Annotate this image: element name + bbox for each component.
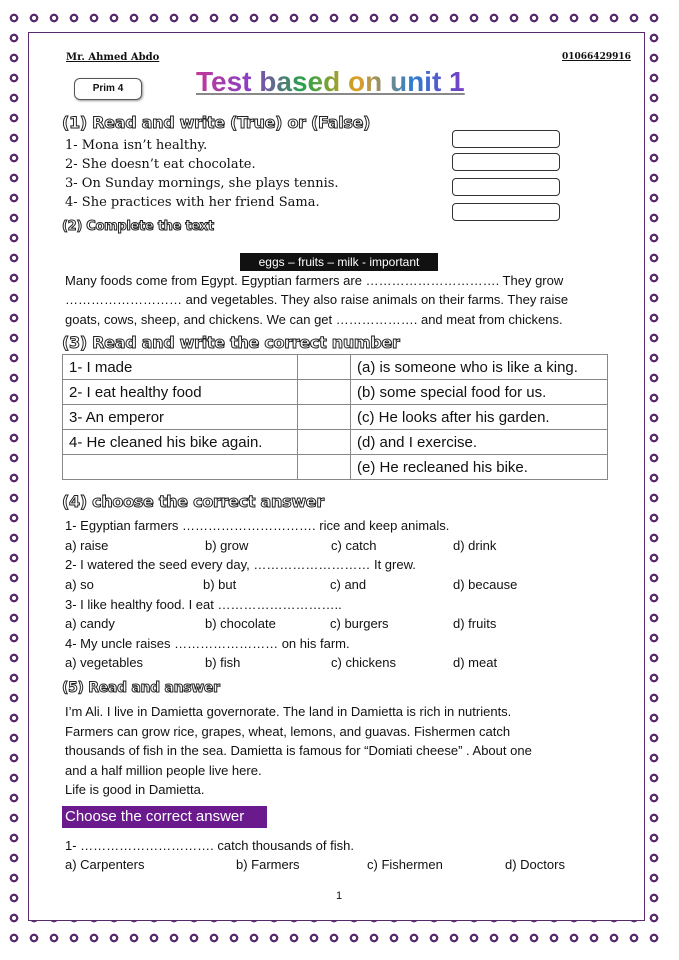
table-row (63, 455, 608, 480)
left-cell: 1- I made (63, 355, 298, 380)
option[interactable]: d) because (453, 577, 518, 592)
left-cell: 2- I eat healthy food (63, 380, 298, 405)
q4-question: 1- Egyptian farmers …………………………. rice and keep animals. (65, 518, 450, 533)
q1-item: 2- She doesn’t eat chocolate. (65, 157, 256, 172)
right-cell: (e) He recleaned his bike. (351, 455, 608, 480)
option[interactable]: b) grow (205, 538, 249, 553)
option[interactable]: b) but (203, 577, 237, 592)
q2-line: goats, cows, sheep, and chickens. We can get ………………. and meat from chickens. (65, 312, 563, 327)
choose-label: Choose the correct answer (62, 806, 267, 828)
table-row (63, 430, 608, 455)
matching-table (62, 354, 608, 480)
q3-heading: (3) Read and write the correct number (62, 333, 400, 352)
option[interactable]: d) fruits (453, 616, 497, 631)
answer-box-1[interactable] (452, 130, 560, 148)
option[interactable]: c) burgers (330, 616, 389, 631)
page-number: 1 (336, 890, 343, 902)
left-cell (63, 455, 298, 480)
table-row (63, 355, 608, 380)
option[interactable]: a) vegetables (65, 655, 144, 670)
option[interactable]: a) candy (65, 616, 115, 631)
q4-question: 4- My uncle raises …………………… on his farm. (65, 636, 350, 651)
answer-box-3[interactable] (452, 178, 560, 196)
page-title: Test based on unit 1 (196, 66, 465, 97)
left-cell: 4- He cleaned his bike again. (63, 430, 298, 455)
passage-line: and a half million people live here. (65, 763, 262, 778)
q1-item: 1- Mona isn’t healthy. (65, 138, 208, 153)
q5-heading: (5) Read and answer (62, 680, 220, 696)
option[interactable]: a) Carpenters (65, 857, 145, 872)
q2-line: ……………………… and vegetables. They also raise animals on their farms. They raise (65, 292, 569, 307)
option[interactable]: c) catch (331, 538, 377, 553)
q1-heading: (1) Read and write (True) or (False) (62, 113, 371, 132)
option[interactable]: b) fish (205, 655, 241, 670)
option[interactable]: d) Doctors (505, 857, 565, 872)
q2-line: Many foods come from Egypt. Egyptian farmers are …………………………. They grow (65, 273, 564, 288)
right-cell: (c) He looks after his garden. (351, 405, 608, 430)
q2-heading: (2) Complete the text (62, 219, 214, 234)
table-row (63, 405, 608, 430)
option[interactable]: b) chocolate (205, 616, 276, 631)
left-cell: 3- An emperor (63, 405, 298, 430)
option[interactable]: b) Farmers (236, 857, 300, 872)
option[interactable]: d) meat (453, 655, 498, 670)
passage-line: Farmers can grow rice, grapes, wheat, lemons, and guavas. Fishermen catch (65, 724, 511, 739)
option[interactable]: c) and (330, 577, 367, 592)
teacher-name: Mr. Ahmed Abdo (66, 52, 160, 63)
answer-box-2[interactable] (452, 153, 560, 171)
q1-item: 3- On Sunday mornings, she plays tennis. (65, 176, 339, 191)
right-cell: (a) is someone who is like a king. (351, 355, 608, 380)
right-cell: (d) and I exercise. (351, 430, 608, 455)
option[interactable]: a) so (65, 577, 94, 592)
q5-question: 1- …………………………. catch thousands of fish. (65, 838, 354, 853)
passage-line: Life is good in Damietta. (65, 782, 205, 797)
passage-line: thousands of fish in the sea. Damietta is famous for “Domiati cheese” . About one (65, 743, 532, 758)
word-bank: eggs – fruits – milk - important (240, 253, 438, 271)
option[interactable]: c) chickens (331, 655, 397, 670)
right-cell: (b) some special food for us. (351, 380, 608, 405)
phone-number: 01066429916 (562, 52, 631, 62)
level-badge: Prim 4 (74, 78, 142, 100)
option[interactable]: c) Fishermen (367, 857, 443, 872)
q4-question: 3- I like healthy food. I eat ……………………….. (65, 597, 342, 612)
q4-heading: (4) choose the correct answer (62, 492, 324, 511)
answer-box-4[interactable] (452, 203, 560, 221)
table-row (63, 380, 608, 405)
option[interactable]: d) drink (453, 538, 497, 553)
q4-question: 2- I watered the seed every day, ……………………… It grew. (65, 557, 416, 572)
option[interactable]: a) raise (65, 538, 109, 553)
passage-line: I’m Ali. I live in Damietta governorate. The land in Damietta is rich in nutrients. (65, 704, 512, 719)
q1-item: 4- She practices with her friend Sama. (65, 195, 320, 210)
